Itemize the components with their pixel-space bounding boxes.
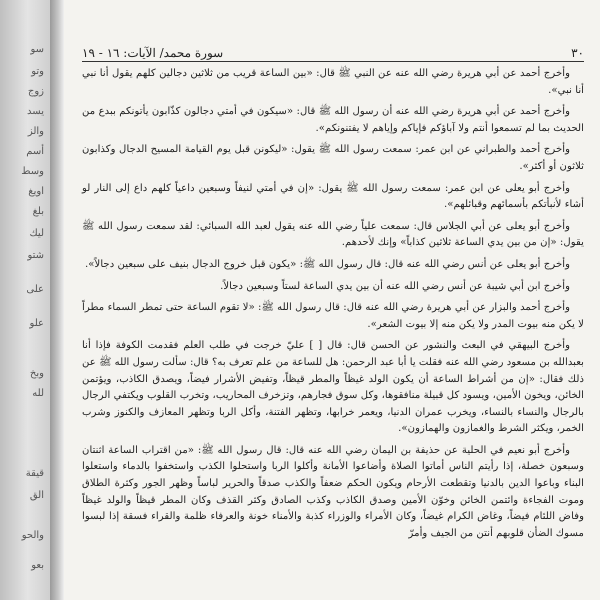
hadith-paragraph: وأخرج أبو يعلى عن أنس رضي الله عنه قال: قال رسول الله ﷺ: «يكون قبل خروج الدجال بنيف على سبعين دجالاً». [85,258,570,270]
adjacent-page-edge [0,0,50,600]
margin-word: وتو [31,66,44,77]
hadith-paragraph: وأخرج ابن أبي شيبة عن أنس رضي الله عنه أن بين يدي الساعة لستاً وسبعين دجالاً. [220,280,570,292]
margin-word: والز [27,126,44,137]
book-page [64,0,600,600]
margin-word: شتو [27,250,44,261]
margin-word: اويغ [28,186,44,197]
margin-word: وبخ [29,368,44,379]
hadith-paragraph: وأخرج أحمد والبزار عن أبي هريرة رضي الله عنه قال: قال رسول الله ﷺ: «لا تقوم الساعة حتى تمطر السماء مطراً لا يكن منه بيوت المدر ولا يكن منه إلا بيوت الشعر». [82,302,584,330]
page-body [82,66,584,600]
page-fold-shadow [50,0,64,600]
margin-word: قيقة [25,468,44,479]
margin-word: بعو [31,560,44,571]
hadith-paragraph: وأخرج أبو يعلى عن أبي الجلاس قال: سمعت علياً رضي الله عنه يقول لعبد الله السبائي: لقد سمعت رسول الله ﷺ يقول: «إن من بين يدي الساعة ثلاثين كذاباً» وإنك لأحدهم. [82,220,584,249]
hadith-paragraph: وأخرج أبو يعلى عن ابن عمر: سمعت رسول الله ﷺ يقول: «إن في أمتي لنيفاً وسبعين داعياً كلهم داع إلى النار لو أشاء لأنبأتكم بأسمائهم وقبائلهم». [82,182,584,211]
surah-label: سورة محمد/ الآيات: ١٦ - ١٩ [82,46,224,60]
margin-word: أسم [26,146,44,157]
hadith-paragraph: وأخرج أحمد عن أبي هريرة رضي الله عنه عن النبي ﷺ قال: «بين الساعة قريب من ثلاثين دجالين كلهم يقول أنا نبي أنا نبي». [82,68,584,96]
hadith-paragraph: وأخرج البيهقي في البعث والنشور عن الحسن قال: قال [ ] عليّ خرجت في طلب العلم فقدمت الكوفة فإذا أنا بعبدالله بن مسعود رضي الله عنه فقلت يا أبا عبد الرحمن: هل للساعة من علم تعرف به؟ قال: سألت رسول الله ﷺ عن ذلك فقال: «إن من أشراط الساعة أن يكون الولد غيظاً والمطر قيظاً، وتفيض الأشرار فيضاً، ويصدق الكاذب، ويؤتمن الخائن، ويخون الأمين، ويسود كل قبيلة منافقوها، وكل سوق فجارهم، وتزخرف المحاريب، وتخرب القلوب ويكتفي الرجال بالرجال والنساء بالنساء، ويخرب عمران الدنيا، ويعمر خرابها، وتظهر الفتنة، وأكل الربا وتظهر المعازف والكنوز وشرب الخمر، ويكثر الشرط والغمازون والهمازون». [82,340,584,435]
margin-word: زوج [27,86,44,97]
margin-word: ليك [29,228,44,239]
hadith-paragraph: وأخرج أحمد والطبراني عن ابن عمر: سمعت رسول الله ﷺ يقول: «ليكونن قبل يوم القيامة المسيح الدجال وكذابون ثلاثون أو أكثر». [82,144,584,172]
margin-word: سو [30,44,44,55]
hadith-paragraph: وأخرج أحمد عن أبي هريرة رضي الله عنه أن رسول الله ﷺ قال: «سيكون في أمتي دجالون كذّابون يأتونكم ببدع من الحديث بما لم تسمعوا أنتم ولا آباؤكم فإياكم وإياهم لا يفتنونكم». [82,106,584,134]
margin-word: يسد [27,106,44,117]
margin-word: وسط [21,166,44,177]
running-header [82,40,584,60]
hadith-paragraph: وأخرج أبو نعيم في الحلية عن حذيفة بن اليمان رضي الله عنه قال: قال رسول الله ﷺ: «من اقتراب الساعة اثنتان وسبعون خصلة، إذا رأيتم الناس أماتوا الصلاة وأضاعوا الأمانة وأكلوا الربا واستحلوا الكذب واستخفوا بالدماء واستعلوا البناء وباعوا الدين بالدنيا وتقطعت الأرحام ويكون الحكم ضعفاً والكذب صدقاً والحرير لباساً وظهر الجور وكثرة الطلاق وموت الفجاءة وائتمن الخائن وخوّن الأمين وصدق الكاذب وكذب الصادق وكثر القذف وكان المطر قيظاً والولد غيظاً وفاض اللئام فيضاً، وغاض الكرام غيضاً، وكان الأمراء والوزراء كذبة والأمناء خونة والعرفاء ظلمة والقراء فسقة إذا لبسوا مسوك الضأن قلوبهم أنتن من الجيف وأمرّ [82,444,584,539]
margin-word: لله [32,388,44,399]
page-number: ٣٠ [571,46,584,60]
margin-word: والحو [21,530,44,541]
margin-word: على [26,284,44,295]
margin-word: علو [29,318,44,329]
margin-word: بلغ [32,206,44,217]
header-rule [82,61,584,62]
margin-word: الق [29,490,44,501]
